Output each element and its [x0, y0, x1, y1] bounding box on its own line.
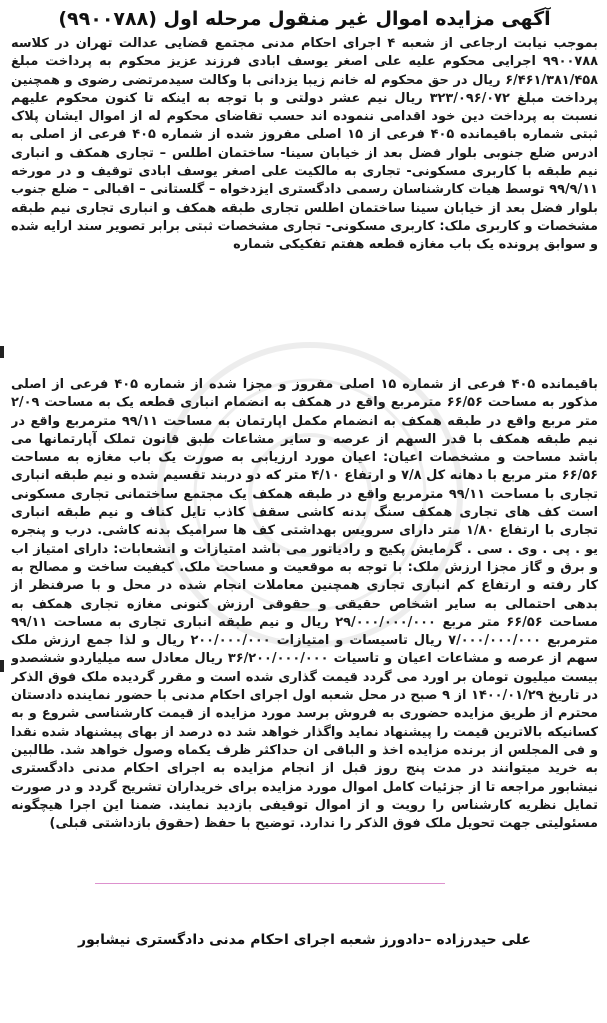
notice-paragraph-2: باقیمانده ۴۰۵ فرعی از شماره ۱۵ اصلی مفروز و مجزا شده از شماره ۴۰۵ فرعی از اصلی مذکور به مساحت ۶۶/۵۶ مترمربع واقع در همکف به انضمام انباری قطعه یک به مساحت ۲/۰۹ متر مربع واقع در طبقه همکف به انضمام مکمل اپارتمان به مساحت ۹۹/۱۱ مترمربع واقع در نیم طبقه همکف با قدر السهم از عرصه و سایر مشاعات طبق قانون تملک آپارتمانها می باشد مساحت و مشخصات اعیان: اعیان مورد ارزیابی به صورت یک باب مغازه به مساحت ۶۶/۵۶ متر مربع با دهانه کل ۷/۸ و ارتفاع ۴/۱۰ متر که دو دربند تقسیم شده و نیم طبقه انباری تجاری با مساحت ۹۹/۱۱ مترمربع واقع در طبقه همکف یک مجتمع ساختمانی تجاری مسکونی است کف های تجاری همکف سنگ بدنه کاشی سقف کاذب تایل کناف و نیم طبقه انباری تجاری با ارتفاع ۱/۸۰ متر دارای سرویس بهداشتی کف ها سرامیک بدنه کاشی. درب و پنجره یو . پی . وی . سی . گرمایش پکیج و رادیاتور می باشد امتیازات و انشعابات: دارای امتیاز اب و برق و گاز مجزا ارزش ملک: با توجه به موقعیت و مساحت ملک. کیفیت ساخت و مصالح به کار رفته و ارتفاع کم انباری تجاری همچنین معاملات انجام شده در محل و با صرفنظر از بدهی احتمالی به سایر اشخاص حقیقی و حقوقی ارزش کنونی مغازه تجاری همکف به مساحت ۶۶/۵۶ متر مربع ۲۹/۰۰۰/۰۰۰/۰۰۰ ریال و نیم طبقه انباری تجاری به مساحت ۹۹/۱۱ مترمربع ۷/۰۰۰/۰۰۰/۰۰۰ ریال تاسیسات و امتیازات ۲۰۰/۰۰۰/۰۰۰ ریال و لذا جمع ارزش ملک سهم از عرصه و مشاعات اعیان و تاسیات ۳۶/۲۰۰/۰۰۰/۰۰۰ ریال معادل سه میلیاردو ششصدو بیست میلیون تومان بر اورد می گردد قیمت گذاری شده است و مقرر گردیده ملک فوق الذکر در تاریخ ۱۴۰۰/۰۱/۲۹ از ۹ صبح در محل شعبه اول اجرای احکام مدنی با حضور نماینده دادستان محترم از طریق مزایده حضوری به فروش برسد مورد مزایده از قیمت کارشناسی شروع و به کسانیکه بالاترین قیمت را پیشنهاد نماید واگذار خواهد شد ده درصد از بهای پیشنهاد شده نقدا و فی المجلس از برنده مزایده اخذ و الباقی ان حداکثر ظرف یکماه وصول خواهد شد. طالبین به خرید میتوانند در مدت پنج روز قبل از انجام مزایده به اجرای احکام مدنی دادگستری نیشابور مراجعه تا از جزئیات کامل اموال مورد مزایده برای خریداران تشریح گردد و در صورت تمایل نظریه کارشناس را رویت و از اموال توقیفی بازدید نمایند. ضمنا این اجرا هیچگونه مسئولیتی جهت تحویل ملک فوق الذکر را ندارد. توضیح با حفظ (حقوق بازداشتی قبلی): [11, 377, 598, 832]
paragraph-gap: [11, 333, 598, 376]
notice-paragraph-1: بموجب نیابت ارجاعی از شعبه ۴ اجرای احکام مدنی مجتمع قضایی عدالت تهران در کلاسه ۹۹۰۰۷۸۸ اجرایی محکوم علیه علی اصغر یوسف ابادی فرزند عزیز محکوم به پرداخت مبلغ ۶/۴۶۱/۳۸۱/۴۵۸ ریال در حق محکوم له خانم زیبا یزدانی با وکالت سیدمرتضی رضوی و همچنین پرداخت مبلغ ۳۲۳/۰۹۶/۰۷۲ ریال نیم عشر دولتی و با توجه به اینکه تا کنون محکوم علیهم نسبت به پرداخت دین خود اقدامی ننموده اند حسب تقاضای محکوم له از اموال ایشان پلاک ثبتی شماره باقیمانده ۴۰۵ فرعی از ۱۵ اصلی مفروز شده از شماره ۴۰۵ فرعی از اصلی به ادرس ضلع جنوبی بلوار فضل بعد از خیابان سینا- ساختمان اطلس – تجاری همکف و انباری نیم طبقه با کاربری مسکونی- تجاری به مالکیت علی اصغر یوسف ابادی توقیف و در مورخه ۹۹/۹/۱۱ توسط هیات کارشناسان رسمی دادگستری ایزدخواه – گلستانی – اقبالی – ضلع جنوب بلوار فضل بعد از خیابان سینا ساختمان اطلس تجاری طبقه همکف و انباری تجاری نیم طبقه مشخصات و کاربری ملک: کاربری مسکونی- تجاری مشخصات ثبتی برابر تصویر سند ارایه شده و سوابق پرونده یک باب مغازه قطعه هفتم تفکیکی شماره: [11, 36, 598, 253]
notice-title: آگهی مزایده اموال غیر منقول مرحله اول (۹۹۰۰۷۸۸): [58, 8, 551, 30]
notice-signature: علی حیدرزاده –دادورز شعبه اجرای احکام مدنی دادگستری نیشابور: [78, 932, 531, 948]
margin-mark: [0, 346, 4, 358]
margin-mark: [0, 660, 4, 672]
pen-underline: [95, 883, 445, 884]
